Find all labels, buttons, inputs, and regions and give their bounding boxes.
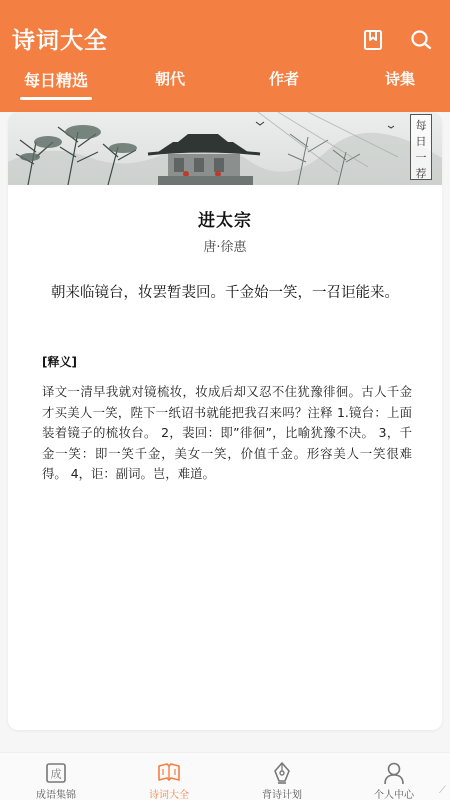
seal-char: 每 xyxy=(415,119,427,132)
book-icon xyxy=(157,760,181,785)
resize-grip-icon: ⟋ xyxy=(439,785,446,796)
pen-icon xyxy=(271,760,293,785)
nav-recite-plan[interactable] xyxy=(226,753,338,800)
bookmark-icon[interactable] xyxy=(361,28,385,52)
category-tabs xyxy=(0,68,450,102)
app-title: 诗词大全 xyxy=(12,28,108,54)
tab-collection[interactable] xyxy=(360,68,440,102)
nav-label: 背诗计划 xyxy=(262,790,302,800)
svg-text:成: 成 xyxy=(50,767,62,780)
poem-title: 进太宗 xyxy=(198,211,252,231)
tab-label: 朝代 xyxy=(154,70,185,88)
landscape-illustration xyxy=(8,112,442,185)
active-tab-indicator xyxy=(20,97,92,100)
explanation-heading: [释义] xyxy=(42,355,77,369)
tab-label: 每日精选 xyxy=(23,71,88,90)
poem-body: 朝来临镜台，妆罢暂裴回。千金始一笑，一召讵能来。 xyxy=(51,285,399,301)
seal-char: 一 xyxy=(415,151,427,164)
nav-label: 诗词大全 xyxy=(149,790,189,800)
poem-explanation: 译文一清早我就对镜梳妆，妆成后却又忍不住犹豫徘徊。古人千金才买美人一笑，陛下一纸诏书就能把我召来吗？注释 1.镜台：上面装着镜子的梳妆台。 2，裴回：即”徘徊”，比喻犹豫不决。 3，千金一笑：即一笑千金，美女一笑，价值千金。形容美人一笑很难得。 4，讵：副词。岂，难道。 xyxy=(42,384,412,481)
app-header xyxy=(0,0,450,112)
tab-daily-picks[interactable] xyxy=(8,68,104,102)
idiom-icon xyxy=(45,760,67,785)
search-icon[interactable] xyxy=(409,28,433,52)
seal-char: 荐 xyxy=(415,167,427,180)
tab-label: 诗集 xyxy=(384,70,415,88)
person-icon xyxy=(383,760,405,785)
nav-poems[interactable] xyxy=(113,753,225,800)
seal-char: 日 xyxy=(415,135,427,148)
bottom-navigation xyxy=(0,752,450,800)
tab-author[interactable] xyxy=(244,68,324,102)
nav-idioms[interactable] xyxy=(0,753,112,800)
poem-card xyxy=(8,112,442,730)
nav-label: 个人中心 xyxy=(374,790,414,800)
nav-profile[interactable] xyxy=(338,753,450,800)
nav-label: 成语集锦 xyxy=(36,790,76,800)
daily-recommend-seal xyxy=(410,114,432,180)
poem-author: 唐·徐惠 xyxy=(203,240,247,255)
ink-painting-banner xyxy=(8,112,442,185)
tab-label: 作者 xyxy=(268,70,299,88)
tab-dynasty[interactable] xyxy=(130,68,210,102)
